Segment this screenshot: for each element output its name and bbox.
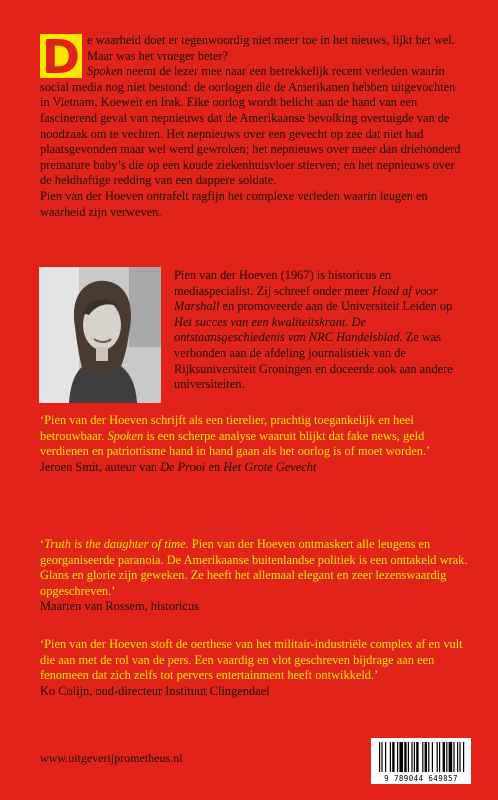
quote-italic: Truth is the daughter of time. bbox=[44, 537, 189, 551]
bio-text-3: Ze was verbonden aan de afdeling journalistiek van de Rijksuniversiteit Groningen en doceerde ook aan andere universiteiten. bbox=[174, 330, 453, 392]
barcode-bar bbox=[416, 742, 418, 772]
drop-cap: D bbox=[41, 30, 81, 84]
barcode-bar bbox=[463, 742, 464, 772]
barcode-bar bbox=[457, 742, 458, 772]
barcode-bar bbox=[453, 742, 454, 772]
barcode-bar bbox=[422, 742, 423, 772]
publisher-website[interactable]: www.uitgeverijprometheus.nl bbox=[40, 751, 183, 765]
blurb-paragraph bbox=[40, 30, 465, 189]
barcode-bar bbox=[390, 742, 391, 772]
quote-text bbox=[40, 413, 470, 460]
barcode-number: 9 789044 649857 bbox=[384, 774, 458, 783]
quote-source-2: en bbox=[205, 459, 224, 474]
quote-source: Ko Colijn, oud-directeur Instituut Clingendael bbox=[40, 683, 270, 698]
quote-source: Maarten van Rossem, historicus bbox=[40, 599, 199, 614]
author-bio bbox=[174, 268, 470, 393]
quote-text-2: is een scherpe analyse waaruit blijkt dat fake news, geld verdienen en patriottisme hand in hand gaan als het oorlog is of moet worden.’ bbox=[40, 428, 431, 459]
blurb bbox=[40, 30, 465, 220]
quote-source-1: Jeroen Smit, auteur van bbox=[40, 459, 161, 474]
bio-text-1: Pien van der Hoeven (1967) is historicus en mediaspecialist. Zij schreef onder meer bbox=[174, 268, 392, 298]
bio-book-2: Het succes van een kwaliteitskrant. De ontstaansgeschiedenis van NRC Handelsblad. bbox=[174, 314, 403, 345]
quote-open-mark: ‘ bbox=[40, 537, 45, 551]
barcode-bar bbox=[443, 742, 445, 772]
bio-text-2: en promoveerde aan de Universiteit Leiden op bbox=[219, 299, 453, 314]
author-photo-image bbox=[39, 267, 161, 403]
isbn-barcode bbox=[371, 738, 471, 784]
blurb-line-1: e waarheid doet er tegenwoordig niet meer toe in het nieuws, lijkt het wel. Maar was het vroeger beter? bbox=[87, 33, 455, 63]
barcode-bar bbox=[414, 742, 415, 772]
barcode-bar bbox=[392, 742, 394, 772]
author-photo bbox=[39, 267, 161, 403]
review-quote-van-rossem bbox=[40, 537, 470, 615]
blurb-title-spoken: Spoken bbox=[87, 64, 123, 79]
bio-book-1: Hoed af voor Marshall bbox=[174, 283, 438, 314]
barcode-bar bbox=[437, 742, 438, 772]
quote-text-1: ‘Pien van der Hoeven schrijft als een tierelier, prachtig toegankelijk en heel betrouwbaar. bbox=[40, 413, 414, 443]
barcode-bar bbox=[425, 742, 427, 772]
quote-source-book-1: De Prooi bbox=[160, 459, 206, 474]
quote-text bbox=[40, 537, 470, 599]
barcode-bar bbox=[449, 742, 453, 772]
quote-source bbox=[40, 460, 470, 476]
barcode-bar bbox=[408, 742, 409, 772]
barcode-bar bbox=[404, 742, 406, 772]
barcode-bar bbox=[459, 742, 460, 772]
quote-text-2: Pien van der Hoeven ontmaskert alle leugens en georganiseerde paranoia. De Amerikaanse buitenlandse politiek is een onttakeld wrak. Glans en glorie zijn geweken. Ze heeft het allemaal elegant en zeer lezenswaardig opgeschreven.’ bbox=[40, 537, 468, 598]
barcode-bar bbox=[379, 742, 380, 772]
barcode-bar bbox=[397, 742, 398, 772]
review-quote-colijn bbox=[40, 637, 470, 699]
barcode-bar bbox=[411, 742, 412, 772]
barcode-bar bbox=[428, 742, 429, 772]
barcode-bar bbox=[399, 742, 403, 772]
quote-italic: Spoken bbox=[107, 428, 144, 443]
blurb-closing: Pien van der Hoeven ontrafelt ragfijn het complexe verleden waarin leugen en waarheid zijn verweven. bbox=[40, 188, 428, 219]
barcode-bars bbox=[371, 738, 471, 774]
blurb-line-2: neemt de lezer mee naar een betrekkelijk recent verleden waarin social media nog niet bestond: de oorlogen die de Amerikanen hebben uitgevochten in Vietnam, Koeweit en Irak. Elke oorlog wordt belicht aan de hand van een fascinerend geval van nepnieuws dat de Amerikaanse bevolking overtuigde van de noodzaak om te vechten. Het nepnieuws over een gevecht op zee dat niet had plaatsgevonden maar wel werd gewroken; het nepnieuws over meer dan driehonderd premature baby’s die op een koude ziekenhuisvloer stierven; en het nepnieuws over de heldhaftige redding van een dappere soldate. bbox=[40, 64, 461, 188]
barcode-bar bbox=[381, 742, 382, 772]
barcode-bar bbox=[385, 742, 386, 772]
barcode-bar bbox=[439, 742, 440, 772]
quote-source-book-2: Het Grote Gevecht bbox=[223, 459, 317, 474]
review-quote-smit bbox=[40, 413, 470, 475]
quote-text: ‘Pien van der Hoeven stoft de oerthese van het militair-industriële complex af en vult die aan met de rol van de pers. Een vaardig en vlot geschreven bijdrage aan een fenomeen dat zich zelfs tot pervers entertainment heeft ontwikkeld.’ bbox=[40, 637, 463, 683]
barcode-bar bbox=[432, 742, 433, 772]
author-bio-text bbox=[174, 268, 470, 393]
barcode-bar bbox=[446, 742, 447, 772]
